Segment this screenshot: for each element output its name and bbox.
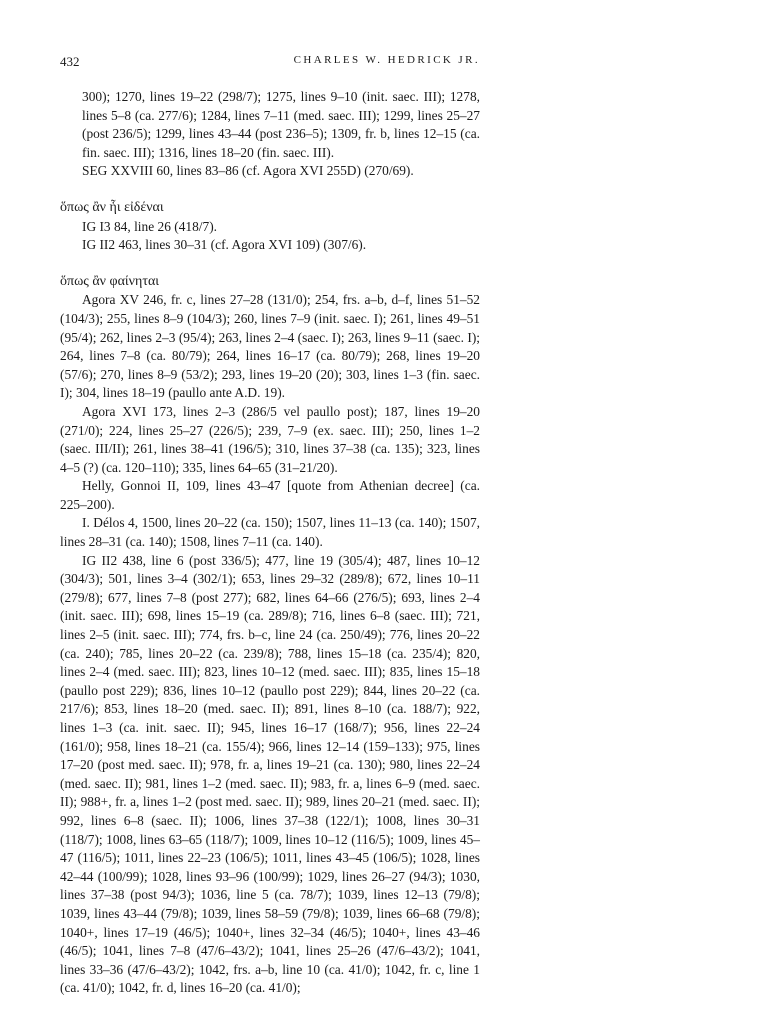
paragraph: I. Délos 4, 1500, lines 20–22 (ca. 150); 1507, lines 11–13 (ca. 140); 1507, lines 28–31 (ca. 140); 1508, lines 7–11 (ca. 140).: [60, 515, 480, 550]
paragraph: 300); 1270, lines 19–22 (298/7); 1275, lines 9–10 (init. saec. III); 1278, lines 5–8 (ca. 277/6); 1284, lines 7–11 (med. saec. III); 1299, lines 25–27 (post 236/5); 1299, lines 43–44 (post 236–5); 1309, fr. b, lines 12–15 (ca. fin. saec. III); 1316, lines 18–20 (fin. saec. III).: [82, 89, 480, 160]
section-heading: ὅπως ἂν φαίνηται: [60, 273, 160, 289]
section-heading: ὅπως ἂν ἦι εἰδέναι: [60, 199, 164, 215]
paragraph: SEG XXVIII 60, lines 83–86 (cf. Agora XVI 255D) (270/69).: [82, 163, 414, 179]
paragraph: Agora XVI 173, lines 2–3 (286/5 vel paullo post); 187, lines 19–20 (271/0); 224, lines 25–27 (226/5); 239, 7–9 (ex. saec. III); 250, lines 1–2 (saec. III/II); 261, lines 38–41 (196/5); 310, lines 37–38 (ca. 135); 323, lines 4–5 (?) (ca. 120–110); 335, lines 64–65 (31–21/20).: [60, 403, 480, 475]
paragraph: Helly, Gonnoi II, 109, lines 43–47 [quote from Athenian decree] (ca. 225–200).: [60, 478, 480, 512]
page-header: [60, 54, 480, 74]
running-head: CHARLES W. HEDRICK JR.: [293, 54, 480, 66]
paragraph: IG I3 84, line 26 (418/7).: [82, 218, 217, 234]
paragraph: Agora XV 246, fr. c, lines 27–28 (131/0); 254, frs. a–b, d–f, lines 51–52 (104/3); 255, lines 8–9 (104/3); 260, lines 7–9 (init. saec. I); 261, lines 49–51 (95/4); 262, lines 2–3 (95/4); 263, lines 2–4 (saec. I); 263, lines 9–11 (saec. I); 264, lines 7–8 (ca. 80/79); 264, lines 16–17 (ca. 80/79); 268, lines 19–20 (57/6); 270, lines 8–9 (53/2); 293, lines 19–20 (20); 303, lines 1–3 (fin. saec. I); 304, lines 18–19 (paullo ante A.D. 19).: [60, 292, 480, 401]
paragraph: IG II2 438, line 6 (post 336/5); 477, line 19 (305/4); 487, lines 10–12 (304/3); 501, lines 3–4 (302/1); 653, lines 29–32 (289/8); 672, lines 10–11 (279/8); 677, lines 7–8 (post 277); 682, lines 64–66 (276/5); 693, lines 2–4 (init. saec. III); 698, lines 15–19 (ca. 289/8); 716, lines 6–8 (saec. III); 721, lines 2–5 (init. saec. III); 774, frs. b–c, line 24 (ca. 250/49); 776, lines 20–22 (ca. 240); 785, lines 20–22 (ca. 239/8); 788, lines 15–18 (ca. 235/4); 820, lines 2–4 (med. saec. III); 823, lines 10–12 (med. saec. III); 835, lines 15–18 (paullo post 229); 836, lines 10–12 (paullo post 229); 844, lines 20–22 (ca. 217/6); 853, lines 18–20 (med. saec. II); 891, lines 8–10 (ca. 188/7); 922, lines 1–3 (ca. init. saec. II); 945, lines 16–17 (168/7); 956, lines 22–24 (161/0); 958, lines 18–21 (ca. 155/4); 966, lines 12–14 (159–133); 975, lines 17–20 (post med. saec. II); 978, fr. a, lines 19–21 (ca. 130); 980, lines 22–24 (med. saec. II); 981, lines 1–2 (med. saec. II); 983, fr. a, lines 6–9 (med. saec. II); 988+, fr. a, lines 1–2 (post med. saec. II); 989, lines 20–21 (med. saec. II); 992, lines 6–8 (saec. II); 1006, lines 37–38 (122/1); 1008, lines 30–31 (118/7); 1008, lines 63–65 (118/7); 1009, lines 10–12 (116/5); 1009, lines 45–47 (116/5); 1011, lines 22–23 (106/5); 1011, lines 43–45 (106/5); 1028, lines 42–44 (100/99); 1028, lines 93–96 (100/99); 1029, lines 26–27 (94/3); 1030, lines 37–38 (post 94/3); 1036, line 5 (ca. 78/7); 1039, lines 12–13 (79/8); 1039, lines 43–44 (79/8); 1039, lines 58–59 (79/8); 1039, lines 66–68 (79/8); 1040+, lines 17–19 (46/5); 1040+, lines 32–34 (46/5); 1040+, lines 43–46 (46/5); 1041, lines 7–8 (47/6–43/2); 1041, lines 25–26 (47/6–43/2); 1041, lines 33–36 (47/6–43/2); 1042, frs. a–b, line 10 (ca. 41/0); 1042, fr. c, line 1 (ca. 41/0); 1042, fr. d, lines 16–20 (ca. 41/0);: [60, 552, 480, 996]
page-number: 432: [60, 54, 80, 69]
body-text: [60, 88, 480, 998]
paragraph: IG II2 463, lines 30–31 (cf. Agora XVI 109) (307/6).: [82, 237, 367, 253]
